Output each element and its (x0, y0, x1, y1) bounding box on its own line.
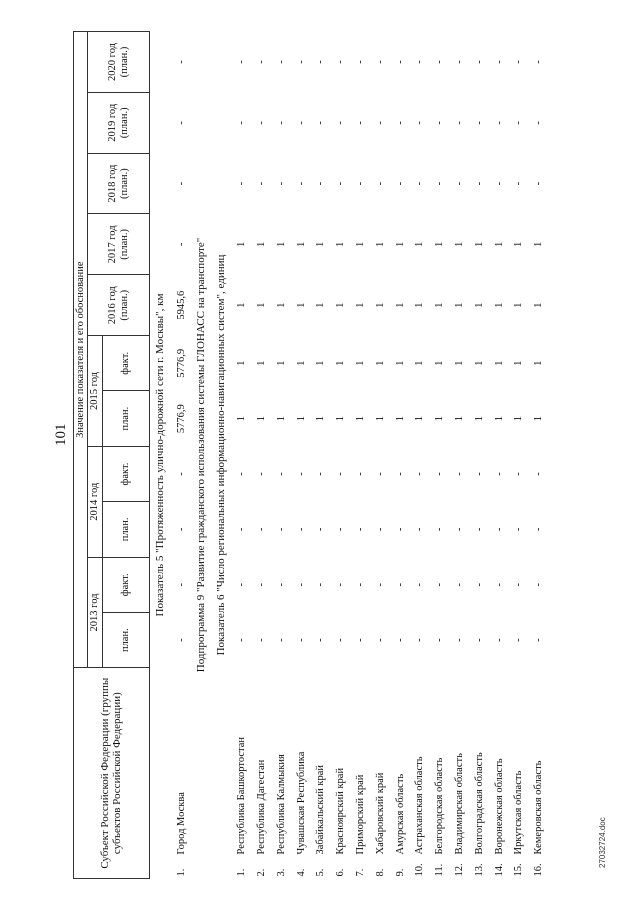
value-cell: 1 (255, 302, 267, 308)
value-cell: - (315, 181, 327, 186)
value-cell: - (315, 472, 327, 476)
subject-name: Владимирская область (453, 753, 465, 855)
value-cell: - (473, 60, 485, 64)
value-cell: - (255, 121, 267, 125)
subject-name: Белгородская область (434, 757, 446, 855)
value-cell: 1 (394, 360, 406, 366)
value-cell: - (255, 638, 267, 642)
year-header-2018: 2018 год (план.) (88, 153, 150, 214)
subject-name: Кемеровская область (533, 760, 545, 855)
row-number: 1. (236, 868, 248, 877)
value-cell: 1 (434, 360, 446, 366)
value-cell: 1 (315, 241, 327, 248)
subheader-2013-fact: факт. (103, 557, 150, 612)
value-cell: - (513, 472, 525, 476)
row-number: 7. (354, 868, 366, 877)
subject-name: Астраханская область (414, 756, 426, 855)
value-cell: - (473, 527, 485, 532)
table-row (351, 32, 371, 879)
value-cell: - (176, 121, 188, 125)
value-cell: - (176, 242, 188, 247)
value-cell: - (176, 638, 188, 642)
subject-cell (331, 668, 351, 879)
year-header-2016: 2016 год (план.) (88, 275, 150, 336)
value-cell: - (236, 60, 248, 64)
value-cell: 1 (414, 241, 426, 248)
table-row (390, 32, 410, 879)
value-cell: - (434, 472, 446, 476)
value-cell: - (394, 60, 406, 64)
row-number: 15. (513, 863, 525, 877)
table-body (150, 32, 549, 879)
subject-cell (252, 668, 272, 879)
value-cell: 1 (354, 241, 366, 248)
value-cell: - (414, 121, 426, 125)
row-number: 9. (394, 868, 406, 877)
document-code: 27032724.doc (598, 817, 607, 868)
value-cell: - (354, 583, 366, 587)
subject-cell (489, 668, 509, 879)
value-cell: - (295, 638, 307, 642)
section-title: Показатель 5 "Протяженность улично-дорожной сети г. Москвы", км (154, 293, 167, 617)
table-row (469, 32, 489, 879)
value-cell: 1 (394, 302, 406, 308)
row-number: 10. (414, 863, 426, 877)
value-cell: - (513, 527, 525, 532)
value-cell: 1 (434, 302, 446, 308)
value-cell: 1 (394, 416, 406, 422)
value-cell: - (493, 121, 505, 125)
value-cell: 5776,9 (176, 348, 188, 378)
subheader-2013-plan: план. (103, 612, 150, 667)
value-cell: 1 (533, 302, 545, 308)
table-row (450, 32, 470, 879)
value-cell: - (473, 583, 485, 587)
value-cell: - (354, 472, 366, 476)
value-cell: 1 (236, 241, 248, 248)
value-cell: - (335, 181, 347, 186)
year-header-2017: 2017 год (план.) (88, 214, 150, 275)
value-cell: - (315, 121, 327, 125)
value-cell: 1 (394, 241, 406, 248)
value-cell: - (434, 638, 446, 642)
table-row (311, 32, 331, 879)
value-cell: - (473, 638, 485, 642)
value-cell: - (434, 527, 446, 532)
value-cell: - (236, 638, 248, 642)
subject-cell (509, 668, 529, 879)
value-cell: - (354, 60, 366, 64)
value-cell: 1 (473, 241, 485, 248)
subject-cell (232, 668, 252, 879)
value-cell: - (255, 583, 267, 587)
subject-name: Забайкальский край (315, 764, 327, 855)
subject-cell (430, 668, 450, 879)
value-cell: 1 (513, 302, 525, 308)
value-cell: - (335, 638, 347, 642)
value-cell: 1 (255, 416, 267, 422)
value-cell: - (236, 583, 248, 587)
subheader-2014-fact: факт. (103, 446, 150, 501)
subject-cell (351, 668, 371, 879)
value-cell: 1 (295, 302, 307, 308)
value-cell: - (374, 527, 386, 532)
value-cell: 1 (275, 360, 287, 366)
value-cell: - (176, 527, 188, 532)
value-cell: 1 (374, 360, 386, 366)
value-cell: - (255, 527, 267, 532)
subject-name: Воронежская область (493, 758, 505, 855)
subject-name: Город Москва (176, 792, 188, 855)
value-cell: 1 (473, 416, 485, 422)
row-number: 1. (176, 868, 188, 877)
value-cell: 1 (255, 360, 267, 366)
table-row (509, 32, 529, 879)
value-cell: 1 (255, 241, 267, 248)
section-title-row (150, 32, 173, 879)
subject-name: Волгоградская область (473, 752, 485, 855)
subject-name: Амурская область (394, 773, 406, 855)
value-cell: 1 (453, 416, 465, 422)
value-cell: - (354, 638, 366, 642)
value-cell: 1 (275, 302, 287, 308)
value-cell: - (295, 583, 307, 587)
value-cell: - (275, 638, 287, 642)
table-row (271, 32, 291, 879)
value-cell: 1 (275, 416, 287, 422)
value-cell: 1 (374, 241, 386, 248)
value-column-group-header: Значение показателя и его обоснование (74, 32, 88, 668)
value-cell: - (335, 121, 347, 125)
value-cell: 1 (315, 302, 327, 308)
value-cell: - (236, 181, 248, 186)
subject-cell (172, 668, 192, 879)
section-title-row (192, 32, 212, 879)
year-header-2013: 2013 год (88, 557, 103, 668)
row-number: 11. (434, 863, 446, 877)
value-cell: - (414, 472, 426, 476)
subject-cell (311, 668, 331, 879)
value-cell: 1 (453, 241, 465, 248)
value-cell: - (275, 527, 287, 532)
value-cell: - (513, 638, 525, 642)
table-row (410, 32, 430, 879)
value-cell: 1 (473, 302, 485, 308)
value-cell: 1 (493, 360, 505, 366)
value-cell: - (335, 527, 347, 532)
value-cell: 1 (275, 241, 287, 248)
value-cell: - (493, 583, 505, 587)
subheader-2015-plan: план. (103, 391, 150, 446)
year-header-2019: 2019 год (план.) (88, 92, 150, 153)
value-cell: - (394, 638, 406, 642)
value-cell: - (176, 583, 188, 587)
subheader-2015-fact: факт. (103, 336, 150, 391)
value-cell: - (335, 60, 347, 64)
value-cell: - (236, 472, 248, 476)
value-cell: 1 (434, 241, 446, 248)
value-cell: 1 (453, 360, 465, 366)
value-cell: - (374, 472, 386, 476)
subject-cell (529, 668, 549, 879)
value-cell: - (414, 638, 426, 642)
value-cell: - (453, 527, 465, 532)
value-cell: - (354, 527, 366, 532)
row-number: 2. (255, 868, 267, 877)
value-cell: 1 (473, 360, 485, 366)
value-cell: - (374, 583, 386, 587)
subject-name: Приморский край (354, 774, 366, 855)
value-cell: - (176, 60, 188, 64)
subject-name: Республика Башкортостан (236, 736, 248, 855)
value-cell: - (295, 181, 307, 186)
section-title-row (212, 32, 232, 879)
subject-cell (370, 668, 390, 879)
subject-name: Красноярский край (335, 767, 347, 855)
value-cell: - (414, 527, 426, 532)
row-number: 3. (275, 868, 287, 877)
table-row (291, 32, 311, 879)
subject-name: Хабаровский край (374, 772, 386, 855)
row-number: 14. (493, 863, 505, 877)
value-cell: - (255, 181, 267, 186)
subject-cell (410, 668, 430, 879)
value-cell: 1 (374, 302, 386, 308)
value-cell: - (374, 181, 386, 186)
value-cell: 1 (236, 302, 248, 308)
value-cell: - (434, 60, 446, 64)
section-title: Показатель 6 "Число региональных информационно-навигационных систем", единиц (215, 254, 228, 656)
table-row (370, 32, 390, 879)
value-cell: - (374, 60, 386, 64)
value-cell: 5945,6 (176, 290, 188, 320)
value-cell: 1 (354, 360, 366, 366)
value-cell: 1 (236, 416, 248, 422)
value-cell: 1 (513, 241, 525, 248)
value-cell: - (453, 60, 465, 64)
value-cell: 1 (533, 360, 545, 366)
value-cell: - (493, 472, 505, 476)
value-cell: 1 (513, 360, 525, 366)
subject-name: Республика Дагестан (255, 759, 267, 855)
subject-cell (291, 668, 311, 879)
value-cell: - (513, 121, 525, 125)
value-cell: - (493, 527, 505, 532)
rotated-table-container (73, 31, 618, 879)
value-cell: 1 (533, 416, 545, 422)
value-cell: - (493, 60, 505, 64)
value-cell: - (533, 527, 545, 532)
table-row (252, 32, 272, 879)
value-cell: 1 (533, 241, 545, 248)
table-row (172, 32, 192, 879)
value-cell: - (533, 121, 545, 125)
year-header-2020: 2020 год (план.) (88, 32, 150, 93)
year-header-2014: 2014 год (88, 446, 103, 557)
value-cell: - (374, 121, 386, 125)
value-cell: - (176, 181, 188, 186)
value-cell: - (236, 121, 248, 125)
value-cell: - (493, 638, 505, 642)
value-cell: - (275, 60, 287, 64)
value-cell: - (315, 638, 327, 642)
value-cell: - (394, 181, 406, 186)
value-cell: - (315, 60, 327, 64)
value-cell: - (275, 583, 287, 587)
value-cell: - (493, 181, 505, 186)
year-header-2015: 2015 год (88, 336, 103, 447)
value-cell: 1 (374, 416, 386, 422)
value-cell: 1 (295, 360, 307, 366)
row-number: 8. (374, 868, 386, 877)
value-cell: 1 (335, 302, 347, 308)
table-row (331, 32, 351, 879)
value-cell: 1 (414, 302, 426, 308)
subject-cell (469, 668, 489, 879)
value-cell: 1 (453, 302, 465, 308)
value-cell: - (275, 121, 287, 125)
value-cell: 1 (335, 360, 347, 366)
value-cell: - (453, 583, 465, 587)
table-header (74, 32, 150, 879)
value-cell: - (255, 60, 267, 64)
value-cell: - (275, 181, 287, 186)
value-cell: - (354, 121, 366, 125)
value-cell: - (295, 527, 307, 532)
value-cell: - (434, 121, 446, 125)
value-cell: - (394, 472, 406, 476)
value-cell: - (453, 638, 465, 642)
value-cell: - (315, 527, 327, 532)
value-cell: - (453, 181, 465, 186)
value-cell: - (473, 181, 485, 186)
value-cell: - (414, 181, 426, 186)
value-cell: 1 (354, 302, 366, 308)
value-cell: - (533, 60, 545, 64)
value-cell: - (533, 472, 545, 476)
value-cell: 1 (315, 360, 327, 366)
value-cell: - (414, 60, 426, 64)
value-cell: - (295, 472, 307, 476)
value-cell: - (354, 181, 366, 186)
table-row (232, 32, 252, 879)
row-number: 5. (315, 868, 327, 877)
subject-cell (271, 668, 291, 879)
subject-name: Чувашская Республика (295, 751, 307, 855)
subheader-2014-plan: план. (103, 502, 150, 557)
row-number: 12. (453, 863, 465, 877)
value-cell: - (533, 181, 545, 186)
value-cell: - (473, 121, 485, 125)
value-cell: - (374, 638, 386, 642)
value-cell: - (453, 121, 465, 125)
page-number: 101 (53, 423, 69, 446)
value-cell: - (434, 181, 446, 186)
subject-column-header: Субъект Российской Федерации (группы субъектов Российской Федерации) (74, 668, 150, 879)
subject-cell (450, 668, 470, 879)
value-cell: - (335, 472, 347, 476)
value-cell: - (453, 472, 465, 476)
row-number: 6. (335, 868, 347, 877)
value-cell: 1 (493, 416, 505, 422)
value-cell: - (335, 583, 347, 587)
value-cell: - (394, 583, 406, 587)
row-number: 13. (473, 863, 485, 877)
value-cell: 1 (295, 241, 307, 248)
indicator-table (73, 31, 549, 879)
value-cell: 1 (434, 416, 446, 422)
value-cell: - (295, 121, 307, 125)
value-cell: - (473, 472, 485, 476)
row-number: 16. (533, 863, 545, 877)
value-cell: 1 (236, 360, 248, 366)
table-row (529, 32, 549, 879)
value-cell: - (236, 527, 248, 532)
value-cell: - (394, 527, 406, 532)
value-cell: - (176, 472, 188, 476)
value-cell: 1 (335, 416, 347, 422)
value-cell: - (315, 583, 327, 587)
subject-name: Иркутская область (513, 770, 525, 855)
value-cell: - (434, 583, 446, 587)
value-cell: 1 (414, 416, 426, 422)
section-title: Подпрограмма 9 "Развитие гражданского использования системы ГЛОНАСС на транспорте" (195, 237, 208, 673)
value-cell: - (255, 472, 267, 476)
subject-name: Республика Калмыкия (275, 754, 287, 855)
table-row (489, 32, 509, 879)
value-cell: - (533, 583, 545, 587)
value-cell: - (513, 60, 525, 64)
row-number: 4. (295, 868, 307, 877)
value-cell: - (513, 181, 525, 186)
value-cell: - (295, 60, 307, 64)
value-cell: 1 (513, 416, 525, 422)
value-cell: - (533, 638, 545, 642)
value-cell: 1 (335, 241, 347, 248)
value-cell: 1 (315, 416, 327, 422)
value-cell: - (513, 583, 525, 587)
table-row (430, 32, 450, 879)
value-cell: - (275, 472, 287, 476)
value-cell: 1 (354, 416, 366, 422)
value-cell: 1 (493, 302, 505, 308)
value-cell: 1 (414, 360, 426, 366)
value-cell: - (414, 583, 426, 587)
value-cell: 1 (493, 241, 505, 248)
subject-cell (390, 668, 410, 879)
value-cell: - (394, 121, 406, 125)
value-cell: 1 (295, 416, 307, 422)
value-cell: 5776,9 (176, 404, 188, 434)
